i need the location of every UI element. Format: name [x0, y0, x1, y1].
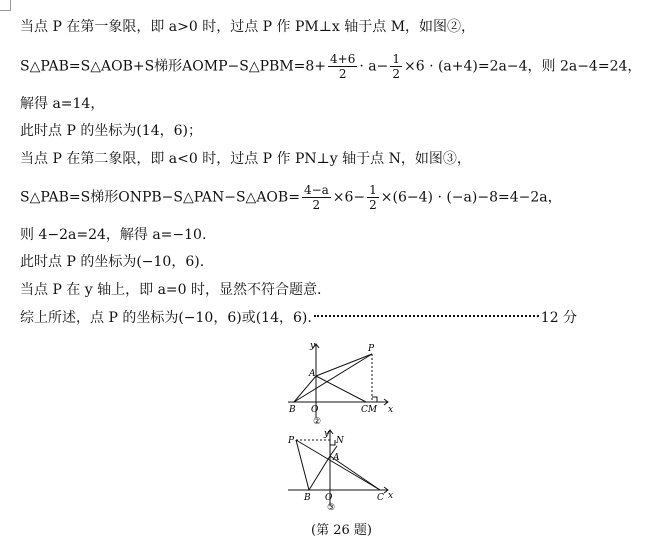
- problem-caption: (第 26 题): [311, 523, 372, 538]
- fig3-right-angle: [330, 440, 335, 445]
- fig3-line-PB: [296, 440, 309, 490]
- page-corner-mark: [0, 0, 11, 11]
- fig2-label-CM: CM: [361, 405, 378, 415]
- fig2-label-y: y: [310, 341, 316, 351]
- line6-part-c: ×(6−4) · (−a)−8=4−2a，: [380, 189, 562, 206]
- fig3-label-N: N: [336, 436, 344, 446]
- text-line-2: [20, 52, 641, 81]
- text-line-5: 当点 P 在第二象限，即 a<0 时，过点 P 作 PN⊥y 轴于点 N，如图③，: [20, 151, 471, 167]
- fig2-label-A: A: [309, 369, 316, 379]
- fraction-4minus-a-over-2: $\frac{4-a}{2}$: [303, 183, 329, 212]
- fig3-label-B: B: [304, 493, 311, 503]
- text-line-7: 则 4−2a=24，解得 a=−10.: [20, 227, 207, 243]
- fig2-label-B: B: [289, 405, 296, 415]
- score-label: 12 分: [540, 310, 578, 326]
- figure-3: [280, 426, 400, 514]
- fig3-line-BA: [309, 456, 330, 490]
- fig3-label-P: P: [288, 436, 295, 446]
- fig2-line-AC: [316, 376, 366, 402]
- line6-part-a: S△PAB=S梯形ONPB−S△PAN−S△AOB=: [20, 189, 300, 206]
- text-line-9: 当点 P 在 y 轴上，即 a=0 时，显然不符合题意.: [20, 282, 322, 298]
- figure-2: [280, 338, 400, 428]
- text-line-8: 此时点 P 的坐标为(−10，6).: [20, 254, 205, 270]
- fig2-line-BA: [294, 376, 316, 402]
- line2-part-a: S△PAB=S△AOB+S梯形AOMP−S△PBM=8+: [20, 58, 327, 75]
- dotted-leader: [314, 315, 539, 317]
- text-line-3: 解得 a=14，: [20, 96, 105, 112]
- fig2-right-angle: [372, 397, 377, 402]
- text-line-1: 当点 P 在第一象限，即 a>0 时，过点 P 作 PM⊥x 轴于点 M，如图②，: [20, 19, 476, 35]
- fig3-label-x: x: [388, 491, 394, 501]
- line6-part-b: ×6−: [332, 189, 366, 206]
- fig3-caption: ③: [327, 503, 336, 513]
- line2-part-c: ×6 · (a+4)=2a−4，则 2a−4=24，: [403, 58, 642, 75]
- fig3-label-y: y: [324, 429, 330, 439]
- fig3-label-A: A: [333, 453, 340, 463]
- line10-text: 综上所述，点 P 的坐标为(−10，6)或(14，6).: [20, 310, 312, 326]
- fig3-label-C: C: [377, 493, 384, 503]
- text-line-6: [20, 183, 562, 212]
- fig2-caption: ②: [313, 417, 322, 427]
- fig3-label-O: O: [325, 493, 333, 503]
- text-line-4: 此时点 P 的坐标为(14，6)；: [20, 123, 202, 139]
- fig2-line-AP: [316, 354, 372, 376]
- text-line-10: [20, 309, 577, 327]
- fig2-label-P: P: [368, 344, 375, 354]
- fig2-label-O: O: [311, 405, 319, 415]
- fraction-1-over-2b: $\frac{1}{2}$: [369, 183, 377, 212]
- fraction-4plus6-over-2: $\frac{4+6}{2}$: [330, 52, 356, 81]
- fig2-label-x: x: [388, 405, 394, 415]
- fig3-line-PC: [296, 440, 380, 490]
- fig2-line-BP: [294, 354, 372, 402]
- line2-part-b: · a−: [359, 58, 389, 75]
- fraction-1-over-2: $\frac{1}{2}$: [392, 52, 400, 81]
